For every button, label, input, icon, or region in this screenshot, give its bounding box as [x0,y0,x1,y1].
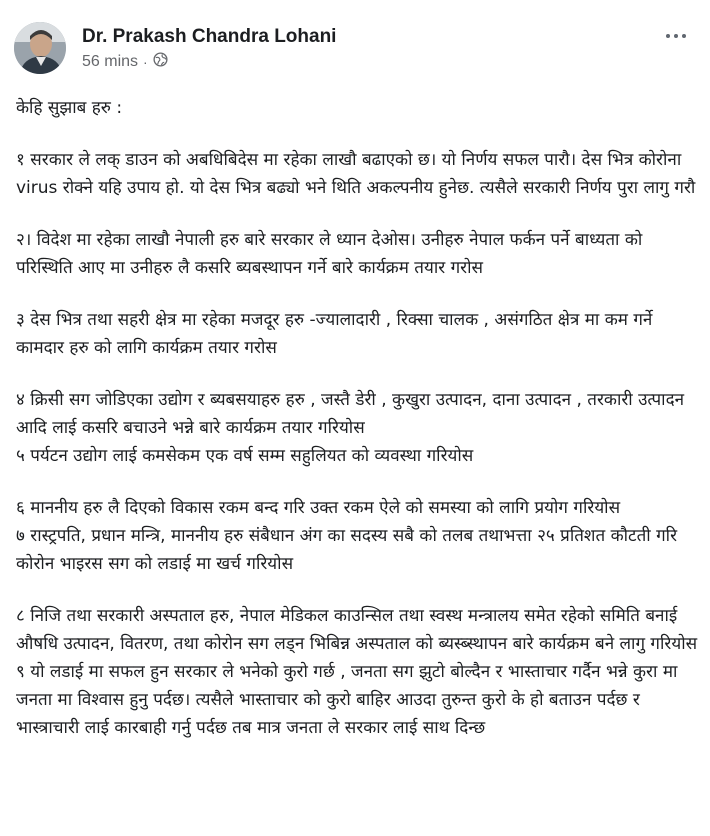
point-8: ८ निजि तथा सरकारी अस्पताल हरु, नेपाल मेडिकल काउन्सिल तथा स्वस्थ मन्त्रालय समेत रहेको समिति बनाई औषधि उत्पादन, वितरण, तथा कोरोन सग लड्न भिबिन्न अस्पताल को ब्यस्ब्स्थापन बारे कार्यक्रम बने लागु गरियोस [16,606,698,654]
post-time[interactable]: 56 mins [82,53,139,70]
author-name[interactable]: Dr. Prakash Chandra Lohani [82,26,337,47]
post-meta [82,52,168,72]
post-intro: केहि सुझाब हरु : [16,98,123,118]
point-6: ६ माननीय हरु लै दिएको विकास रकम बन्द गरि उक्त रकम ऐले को समस्या को लागि प्रयोग गरियोस [16,498,621,518]
post-body [16,94,700,742]
point-1: १ सरकार ले लक् डाउन को अबधिबिदेस मा रहेका लाखौ बढाएको छ। यो निर्णय सफल पारौ। देस भित्र कोरोना virus रोक्ने यहि उपाय हो. यो देस भित्र बढ्यो भने थिति अकल्पनीय हुनेछ. त्यसैले सरकारी निर्णय पुरा लागु गरौ [16,150,696,198]
more-options-icon[interactable] [656,24,696,48]
point-7: ७ रास्ट्रपति, प्रधान मन्त्रि, माननीय हरु संबैधान अंग का सदस्य सबै को तलब तथाभत्ता २५ प्रतिशत कौटती गरि कोरोन भाइरस सग को लडाई मा खर्च गरियोस [16,526,678,574]
point-3: ३ देस भित्र तथा सहरी क्षेत्र मा रहेका मजदूर हरु -ज्यालादारी , रिक्सा चालक , असंगठित क्षेत्र मा कम गर्ने कामदार हरु को लागि कार्यक्रम तयार गरोस [16,310,653,358]
globe-icon [153,52,168,72]
point-2: २। विदेश मा रहेका लाखौ नेपाली हरु बारे सरकार ले ध्यान देओस। उनीहरु नेपाल फर्कन पर्ने बाध्यता को परिस्थिति आए मा उनीहरु लै कसरि ब्यबस्थापन गर्ने बारे कार्यक्रम तयार गरोस [16,230,643,278]
point-9: ९ यो लडाई मा सफल हुन सरकार ले भनेको कुरो गर्छ , जनता सग झुटो बोल्दैन र भास्ताचार गर्दैन भन्ने कुरा मा जनता मा विश्वास हुनु पर्दछ। त्यसैले भास्ताचार को कुरो बाहिर आउदा तुरुन्त कुरो के हो बताउन पर्दछ र भास्त्राचारी लाई कारबाही गर्नु पर्दछ तब मात्र जनता ले सरकार लाई साथ दिन्छ [16,662,678,738]
post-header [14,22,696,78]
point-4: ४ क्रिसी सग जोडिएका उद्योग र ब्यबसयाहरु हरु , जस्तै डेरी , कुखुरा उत्पादन, दाना उत्पादन , तरकारी उत्पादन आदि लाई कसरि बचाउने भन्ने बारे कार्यक्रम तयार गरियोस [16,390,685,438]
meta-separator: · [143,54,148,70]
point-5: ५ पर्यटन उद्योग लाई कमसेकम एक वर्ष सम्म सहुलियत को व्यवस्था गरियोस [16,446,474,466]
avatar[interactable] [14,22,66,74]
